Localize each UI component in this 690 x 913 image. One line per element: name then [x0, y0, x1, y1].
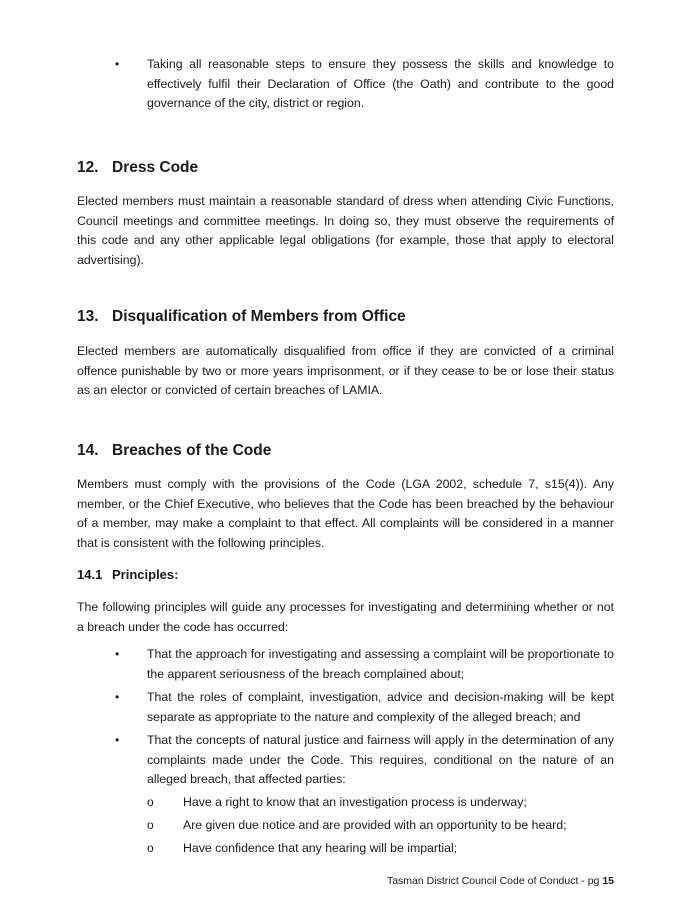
section-13-body: [77, 342, 614, 401]
page-number: 15: [602, 875, 614, 887]
paragraph: The following principles will guide any processes for investigating and determining whether or not a breach under the code has occurred:: [77, 600, 614, 634]
section-title: Dress Code: [112, 159, 199, 176]
section-14-heading: [77, 441, 614, 461]
paragraph: Elected members are automatically disqualified from office if they are convicted of a criminal offence punishable by two or more years imprisonment, or if they cease to be or lose their status as an elector or convicted of certain breaches of LAMIA.: [77, 344, 614, 398]
section-title: Breaches of the Code: [112, 442, 272, 459]
top-bullet: [115, 55, 614, 114]
bullet-marker: •: [115, 647, 120, 661]
list-item: [115, 688, 614, 727]
paragraph: Members must comply with the provisions of the Code (LGA 2002, schedule 7, s15(4)). Any member, or the Chief Executive, who believes that the Code has been breached by the behaviour of a member, may make a complaint to that effect. All complaints will be considered in a manner that is consistent with the following principles.: [77, 477, 614, 550]
list-item: [115, 645, 614, 684]
bullet-text: That the concepts of natural justice and fairness will apply in the determination of any complaints made under the Code. This requires, conditional on the nature of an alleged breach, that affected parties:: [147, 733, 614, 787]
section-14-1-heading: [77, 566, 614, 584]
subsection-title: Principles:: [112, 567, 179, 582]
sub-bullet-text: Have a right to know that an investigation process is underway;: [183, 795, 527, 809]
bullet-marker: •: [115, 690, 120, 704]
paragraph: Elected members must maintain a reasonable standard of dress when attending Civic Functions, Council meetings and committee meetings. In doing so, they must observe the requirements of this code and any other applicable legal obligations (for example, those that apply to electoral advertising).: [77, 194, 614, 267]
bullet-marker: •: [115, 733, 120, 747]
sub-list-item: [147, 839, 614, 859]
section-12-body: [77, 192, 614, 270]
section-12-heading: [77, 158, 614, 178]
sub-bullet-text: Have confidence that any hearing will be impartial;: [183, 841, 458, 855]
bullet-marker: •: [115, 57, 120, 71]
page-footer: [387, 874, 614, 888]
section-number: 14.: [77, 442, 99, 459]
section-14-body: [77, 475, 614, 553]
sub-bullet-text: Are given due notice and are provided with an opportunity to be heard;: [183, 818, 567, 832]
footer-text: Tasman District Council Code of Conduct - pg: [386, 875, 603, 887]
section-13-heading: [77, 307, 614, 327]
sub-bullet-marker: o: [147, 841, 154, 855]
bullet-text: That the roles of complaint, investigation, advice and decision-making will be kept separate as appropriate to the nature and complexity of the alleged breach; and: [147, 690, 614, 724]
section-title: Disqualification of Members from Office: [112, 308, 406, 325]
sub-bullet-marker: o: [147, 818, 154, 832]
section-number: 13.: [77, 308, 99, 325]
sub-list-item: [147, 816, 614, 836]
sub-list-item: [147, 793, 614, 813]
section-14-1-intro: [77, 598, 614, 637]
section-number: 12.: [77, 159, 99, 176]
list-item: [115, 731, 614, 790]
sub-bullet-marker: o: [147, 795, 154, 809]
bullet-text: That the approach for investigating and assessing a complaint will be proportionate to the apparent seriousness of the breach complained about;: [147, 647, 614, 681]
bullet-text: Taking all reasonable steps to ensure they possess the skills and knowledge to effectively fulfil their Declaration of Office (the Oath) and contribute to the good governance of the city, district or region.: [147, 57, 614, 111]
subsection-number: 14.1: [77, 567, 103, 582]
